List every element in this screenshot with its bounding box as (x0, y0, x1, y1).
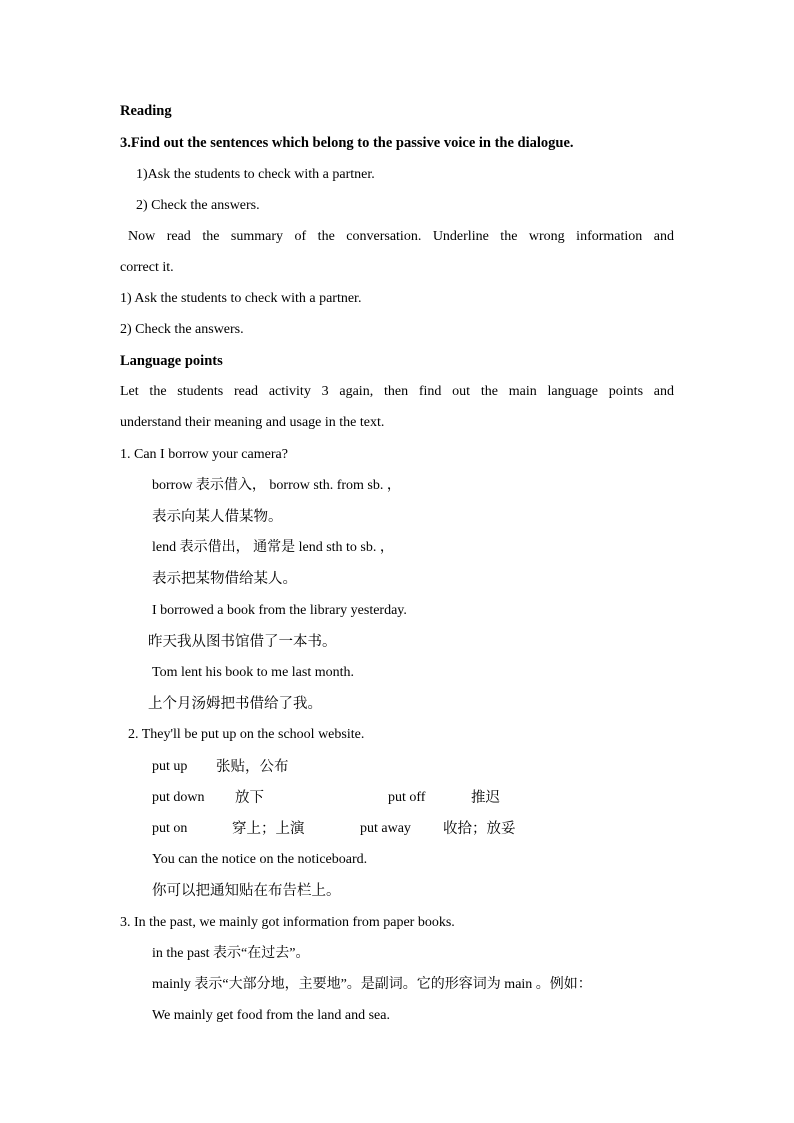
point-3-sentence: 3. In the past, we mainly got information from paper books. (120, 915, 455, 930)
point-2-sentence: 2. They'll be put up on the school website. (128, 727, 365, 742)
phrase-put-down: put down (152, 790, 205, 805)
step-check-answers-2: 2) Check the answers. (120, 322, 244, 337)
step-check-answers: 2) Check the answers. (136, 198, 260, 213)
point-2-example: You can the notice on the noticeboard. (152, 852, 368, 867)
step-check-partner-2: 1) Ask the students to check with a partner. (120, 291, 362, 306)
point-1-sentence: 1. Can I borrow your camera? (120, 447, 288, 462)
point-1-note-lend-zh: 表示把某物借给某人。 (152, 571, 297, 587)
language-points-heading: Language points (120, 353, 223, 369)
point-1-example-2: Tom lent his book to me last month. (152, 665, 355, 680)
point-1-note-lend: lend 表示借出， 通常是 lend sth to sb. ， (152, 540, 394, 555)
task-3-instruction: 3.Find out the sentences which belong to the passive voice in the dialogue. (120, 135, 574, 151)
step-check-partner: 1)Ask the students to check with a partner. (136, 167, 375, 182)
phrase-put-up-zh: 张贴，公布 (216, 759, 289, 775)
phrase-put-on: put on (152, 821, 188, 836)
phrase-put-on-zh: 穿上；上演 (232, 821, 305, 837)
point-1-example-2-zh: 上个月汤姆把书借给了我。 (148, 696, 322, 712)
language-points-intro-line2: understand their meaning and usage in the text. (120, 415, 385, 430)
phrase-put-off-zh: 推迟 (471, 790, 500, 806)
reading-heading: Reading (120, 103, 172, 119)
point-3-note-mainly: mainly 表示“大部分地，主要地”。是副词。它的形容词为 main 。例如： (152, 977, 592, 992)
summary-instruction-line1: Now read the summary of the conversation. Underline the wrong information and (128, 229, 674, 244)
language-points-intro-line1: Let the students read activity 3 again, then find out the main language points and (120, 384, 674, 399)
point-3-example: We mainly get food from the land and sea. (152, 1008, 390, 1023)
phrase-put-off: put off (388, 790, 426, 805)
phrase-put-up: put up (152, 759, 188, 774)
point-1-note-borrow: borrow 表示借入， borrow sth. from sb. ， (152, 478, 401, 493)
phrase-put-down-zh: 放下 (235, 790, 264, 806)
point-1-note-borrow-zh: 表示向某人借某物。 (152, 509, 283, 525)
phrase-put-away-zh: 收拾；放妥 (443, 821, 516, 837)
point-1-example-1-zh: 昨天我从图书馆借了一本书。 (148, 634, 337, 650)
point-1-example-1: I borrowed a book from the library yesterday. (152, 603, 407, 618)
phrase-put-away: put away (360, 821, 411, 836)
point-3-note-in-the-past: in the past 表示“在过去”。 (152, 946, 310, 961)
summary-instruction-line2: correct it. (120, 260, 174, 275)
point-2-example-zh: 你可以把通知贴在布告栏上。 (152, 883, 341, 899)
